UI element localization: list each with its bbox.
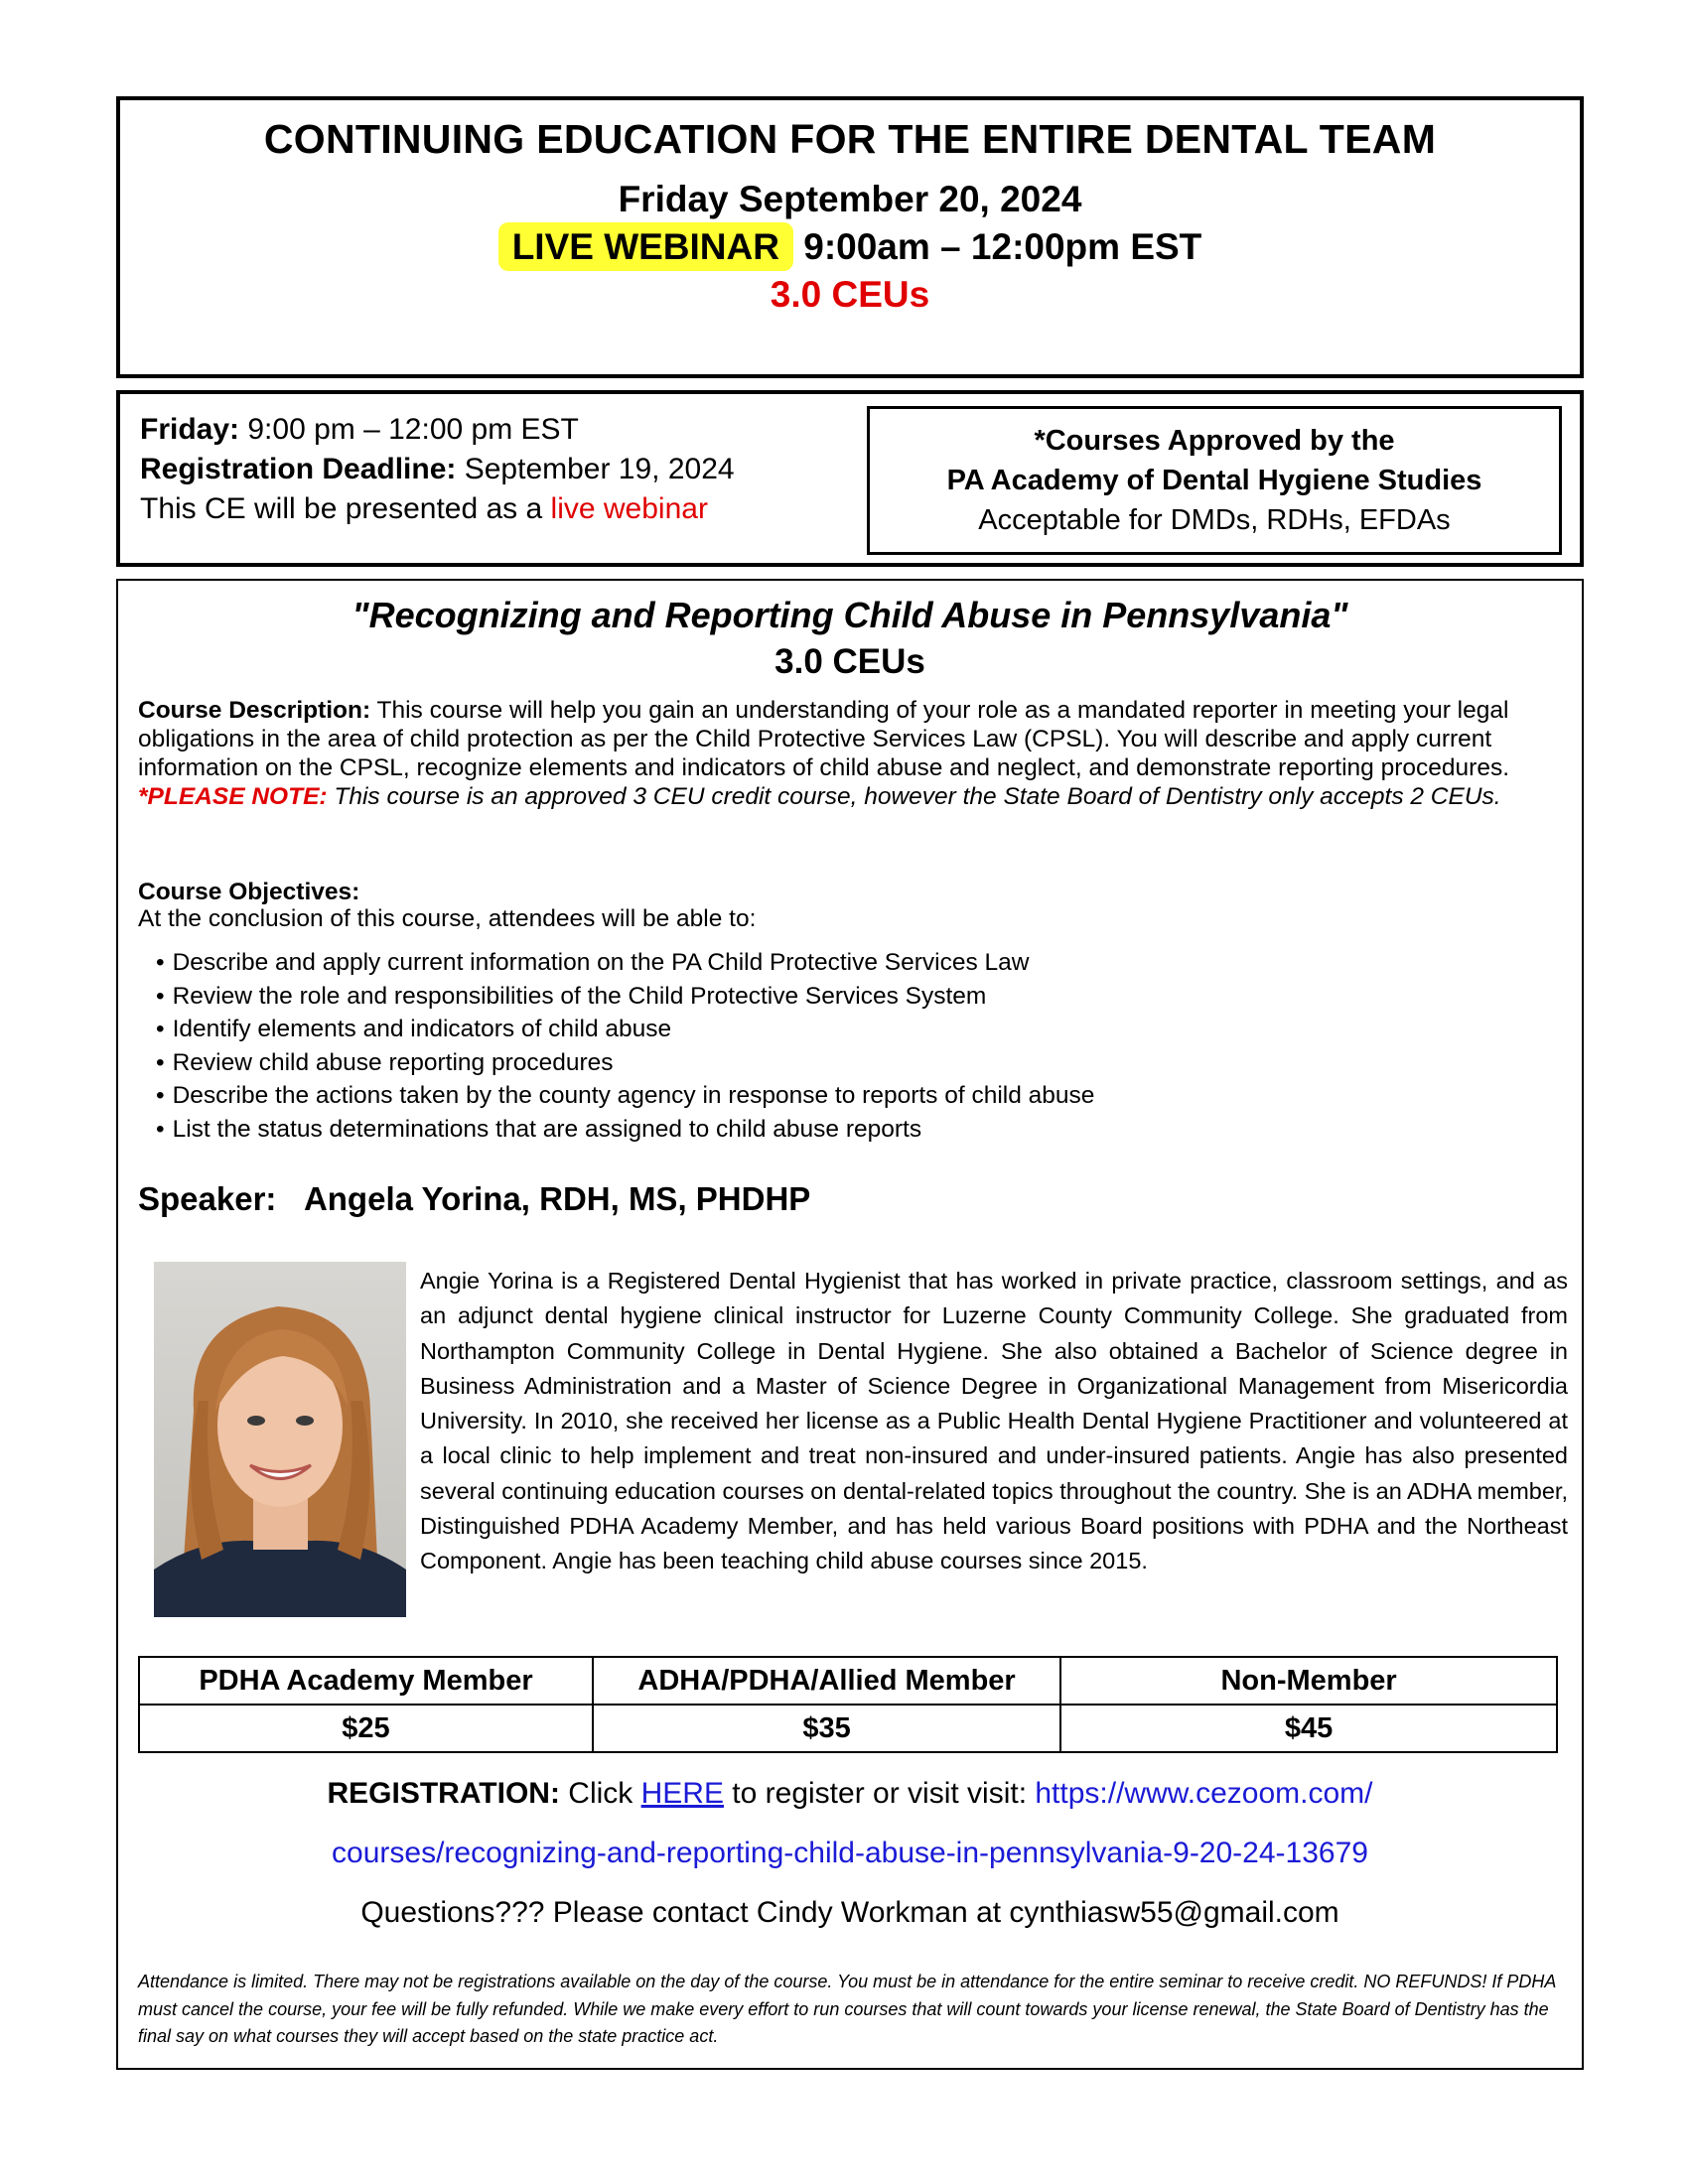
presented-text: This CE will be presented as a [140, 492, 551, 525]
day-time: 9:00 pm – 12:00 pm EST [239, 413, 579, 446]
header-box [116, 96, 1584, 378]
speaker-photo [154, 1262, 406, 1617]
objective-item: • List the status determinations that are assigned to child abuse reports [156, 1113, 1094, 1147]
schedule-info [140, 410, 735, 529]
course-box [116, 579, 1584, 2070]
event-date: Friday September 20, 2024 [618, 179, 1082, 219]
event-time: 9:00am – 12:00pm EST [803, 226, 1202, 267]
event-time-line [120, 226, 1580, 268]
registration-label: REGISTRATION: [327, 1777, 560, 1810]
day-label: Friday: [140, 413, 240, 446]
pricing-value-row [139, 1705, 1557, 1752]
objectives-heading: Course Objectives: [138, 879, 360, 905]
description-label: Course Description: [138, 697, 371, 724]
course-ceus: 3.0 CEUs [774, 642, 925, 681]
pricing-header-cell: PDHA Academy Member [139, 1657, 593, 1705]
pricing-header-row [139, 1657, 1557, 1705]
pricing-header-cell: Non-Member [1060, 1657, 1557, 1705]
footer-disclaimer: Attendance is limited. There may not be registrations available on the day of the course. You must be in attendance for the entire seminar to receive credit. NO REFUNDS! If PDHA must cancel the course, your fee will be fully refunded. While we make every effort to run courses that will count towards your license renewal, the State Board of Dentistry has the final say on what courses they will accept based on the state practice act. [138, 1972, 1556, 2046]
speaker-name: Angela Yorina, RDH, MS, PHDHP [303, 1180, 811, 1217]
objective-item: • Describe and apply current information on the PA Child Protective Services Law [156, 946, 1094, 980]
live-webinar-label: LIVE WEBINAR [498, 222, 793, 271]
speaker-bio: Angie Yorina is a Registered Dental Hygienist that has worked in private practice, classroom settings, and as an adjunct dental hygiene clinical instructor for Luzerne County Community College. She graduated from Northampton Community College in Dental Hygiene. She also obtained a Bachelor of Science degree in Business Administration and a Master of Science Degree in Organizational Management from Misericordia University. In 2010, she received her license as a Public Health Dental Hygiene Practitioner and volunteered at a local clinic to help implement and treat non-insured and under-insured patients. Angie has also presented several continuing education courses on dental-related topics throughout the country. She is an ADHA member, Distinguished PDHA Academy Member, and has held various Board positions with PDHA and the Northeast Component. Angie has been teaching child abuse courses since 2015. [420, 1268, 1568, 1574]
here-link[interactable]: HERE [640, 1777, 724, 1810]
pricing-header-cell: ADHA/PDHA/Allied Member [593, 1657, 1060, 1705]
header-ceus: 3.0 CEUs [770, 274, 930, 315]
note-text: This course is an approved 3 CEU credit course, however the State Board of Dentistry only accepts 2 CEUs. [327, 783, 1501, 810]
speaker-heading [138, 1180, 810, 1218]
objective-item: • Describe the actions taken by the county agency in response to reports of child abuse [156, 1079, 1094, 1113]
page-title: CONTINUING EDUCATION FOR THE ENTIRE DENTAL TEAM [263, 116, 1437, 162]
price-cell: $45 [1060, 1705, 1557, 1752]
objective-item: • Review the role and responsibilities of the Child Protective Services System [156, 980, 1094, 1014]
approval-line-3: Acceptable for DMDs, RDHs, EFDAs [978, 504, 1451, 536]
registration-url-1[interactable]: https://www.cezoom.com/ [1035, 1777, 1373, 1810]
pricing-table [138, 1656, 1558, 1753]
speaker-label: Speaker: [138, 1180, 277, 1217]
after-text: to register or visit visit: [723, 1777, 1036, 1810]
course-title: "Recognizing and Reporting Child Abuse in Pennsylvania" [352, 595, 1348, 635]
description-text: This course will help you gain an understanding of your role as a mandated reporter in meeting your legal obligations in the area of child protection as per the Child Protective Services Law (CPSL). You will describe and apply current information on the CPSL, recognize elements and indicators of child abuse and neglect, and demonstrate reporting procedures. [138, 697, 1509, 781]
note-label: *PLEASE NOTE: [138, 783, 328, 810]
objectives-list [156, 946, 1094, 1146]
info-box [116, 390, 1584, 567]
price-cell: $35 [593, 1705, 1060, 1752]
approval-line-2: PA Academy of Dental Hygiene Studies [946, 465, 1482, 496]
price-cell: $25 [139, 1705, 593, 1752]
course-description [138, 696, 1568, 811]
objectives-intro: At the conclusion of this course, attendees will be able to: [138, 905, 757, 932]
deadline-value: September 19, 2024 [456, 453, 735, 485]
live-webinar-text: live webinar [550, 492, 708, 525]
approval-box [867, 406, 1562, 555]
registration-url-2[interactable]: courses/recognizing-and-reporting-child-abuse-in-pennsylvania-9-20-24-13679 [332, 1837, 1368, 1869]
click-text: Click [559, 1777, 641, 1810]
objective-item: • Identify elements and indicators of child abuse [156, 1013, 1094, 1046]
approval-line-1: *Courses Approved by the [1034, 425, 1395, 457]
deadline-label: Registration Deadline: [140, 453, 457, 485]
questions-contact: Questions??? Please contact Cindy Workman at cynthiasw55@gmail.com [360, 1896, 1339, 1929]
registration-line [118, 1777, 1582, 1811]
objective-item: • Review child abuse reporting procedures [156, 1046, 1094, 1080]
